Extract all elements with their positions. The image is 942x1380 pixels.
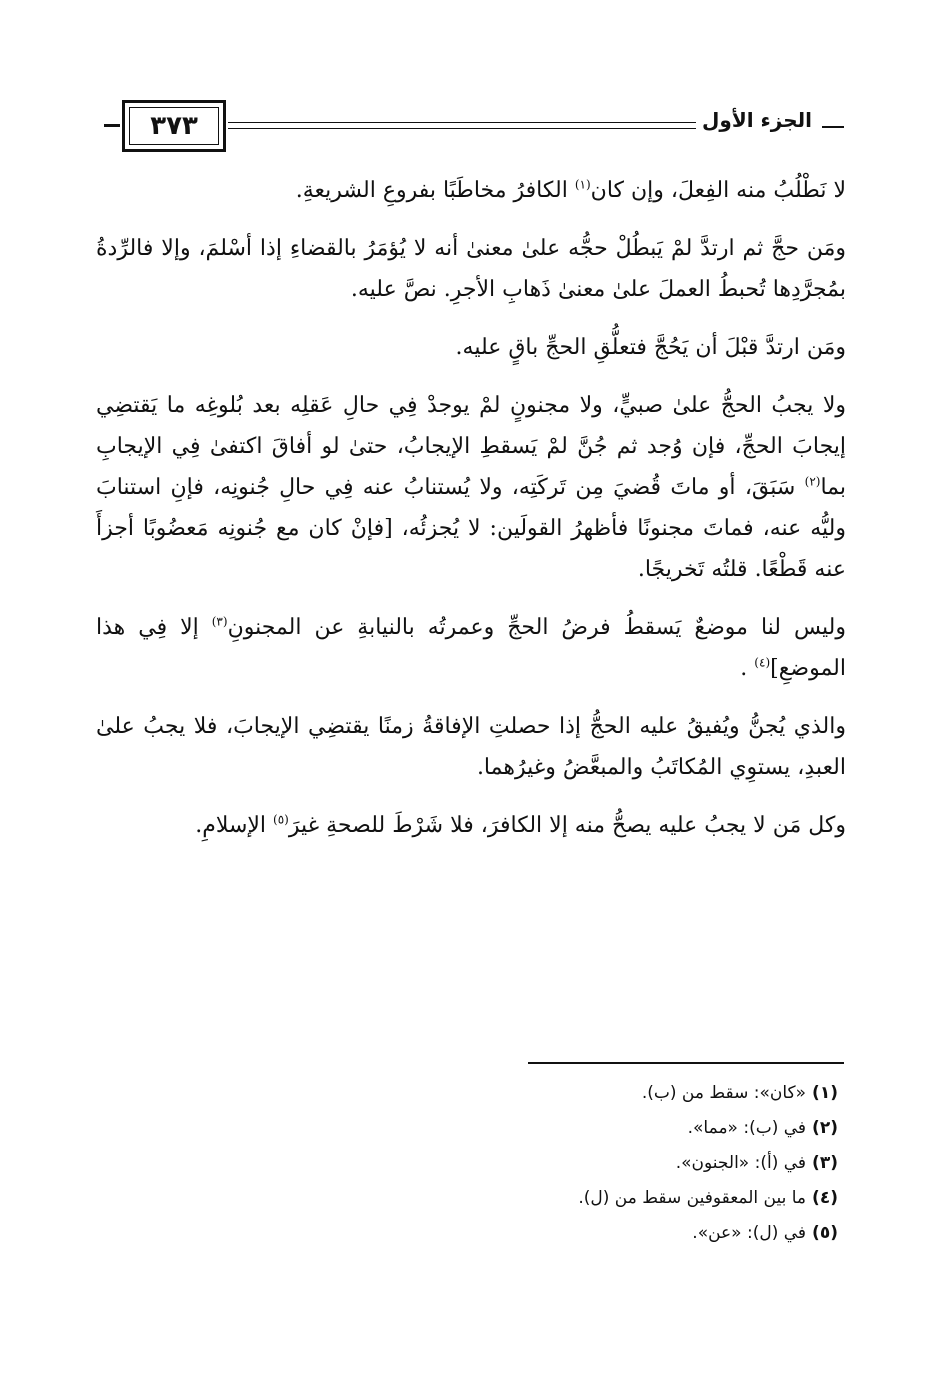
footnote-ref: (٣) — [211, 614, 228, 629]
footnote-ref: (٤) — [754, 655, 771, 670]
header-rule-stub — [104, 124, 120, 127]
footnote: (٤)ما بين المعقوفين سقط من (ل). — [578, 1188, 838, 1208]
main-text — [96, 170, 846, 846]
paragraph: والذي يُجنُّ ويُفيقُ عليه الحجُّ إذا حصلتِ الإفاقةُ زمنًا يقتضِي الإيجابَ، فلا يجبُ علىٰ العبدِ، يستوِي المُكاتَبُ والمبعَّضُ وغيرُهما. — [96, 714, 846, 780]
footnote: (٥)في (ل): «عن». — [692, 1223, 838, 1243]
footnote-ref: (٢) — [804, 474, 821, 489]
paragraph: ومَن حجَّ ثم ارتدَّ لمْ يَبطُلْ حجُّه علىٰ معنىٰ أنه لا يُؤمَرُ بالقضاءِ إذا أسْلمَ، وإلا فالرِّدةُ بمُجرَّدِها تُحبطُ العملَ علىٰ معنىٰ ذَهابِ الأجرِ. نصَّ عليه. — [96, 236, 846, 302]
footnote: (٢)في (ب): «مما». — [687, 1118, 838, 1138]
paragraph: ولا يجبُ الحجُّ علىٰ صبيٍّ، ولا مجنونٍ لمْ يوجدْ فِي حالِ عَقلِه بعد بُلوغِه ما يَقتضِي إيجابَ الحجِّ، فإن وُجد ثم جُنَّ لمْ يَسقطِ الإيجابُ، حتىٰ لو أفاقَ اكتفىٰ فِي الإيجابِ بما$^{(٢)}$ سَبَقَ، أو ماتَ قُضيَ مِن تَركَتِه، ولا يُستنابُ عنه فِي حالِ جُنونِه، فإنِ استنابَ وليُّه عنه، فماتَ مجنونًا فأظهرُ القولَين: لا يُجزئُه، [فإنْ كان مع جُنونِه مَعضُوبًا أجزأَ عنه قَطْعًا. قلتُه تَخريجًا. — [96, 393, 846, 582]
page-number: ٣٧٣ — [150, 111, 198, 141]
running-title: الجزء الأول — [702, 108, 812, 132]
page-number-box — [122, 100, 226, 152]
footnotes — [478, 1076, 838, 1251]
paragraph: وليس لنا موضعٌ يَسقطُ فرضُ الحجِّ وعمرتُه بالنيابةِ عن المجنونِ$^{(٣)}$ إلا فِي هذا الموضعِ]$^{(٤)}$ . — [96, 614, 846, 681]
paragraph: لا نَطْلُبُ منه الفِعلَ، وإن كان$^{(١)}$ الكافرُ مخاطَبًا بفروعِ الشريعةِ. — [295, 177, 846, 203]
footnote-separator — [528, 1062, 844, 1064]
footnote: (١)«كان»: سقط من (ب). — [641, 1083, 838, 1103]
header-rule — [228, 122, 696, 129]
footnote: (٣)في (أ): «الجنون». — [675, 1153, 838, 1173]
paragraph: ومَن ارتدَّ قبْلَ أن يَحُجَّ فتعلُّقِ الحجِّ باقٍ عليه. — [455, 335, 846, 360]
footnote-ref: (٥) — [273, 812, 289, 827]
footnote-ref: (١) — [574, 177, 591, 192]
page-header — [104, 100, 844, 156]
header-rule-end — [822, 126, 844, 128]
paragraph: وكل مَن لا يجبُ عليه يصحُّ منه إلا الكافرَ، فلا شَرْطَ للصحةِ غيرَ$^{(٥)}$ الإسلامِ. — [195, 812, 846, 838]
